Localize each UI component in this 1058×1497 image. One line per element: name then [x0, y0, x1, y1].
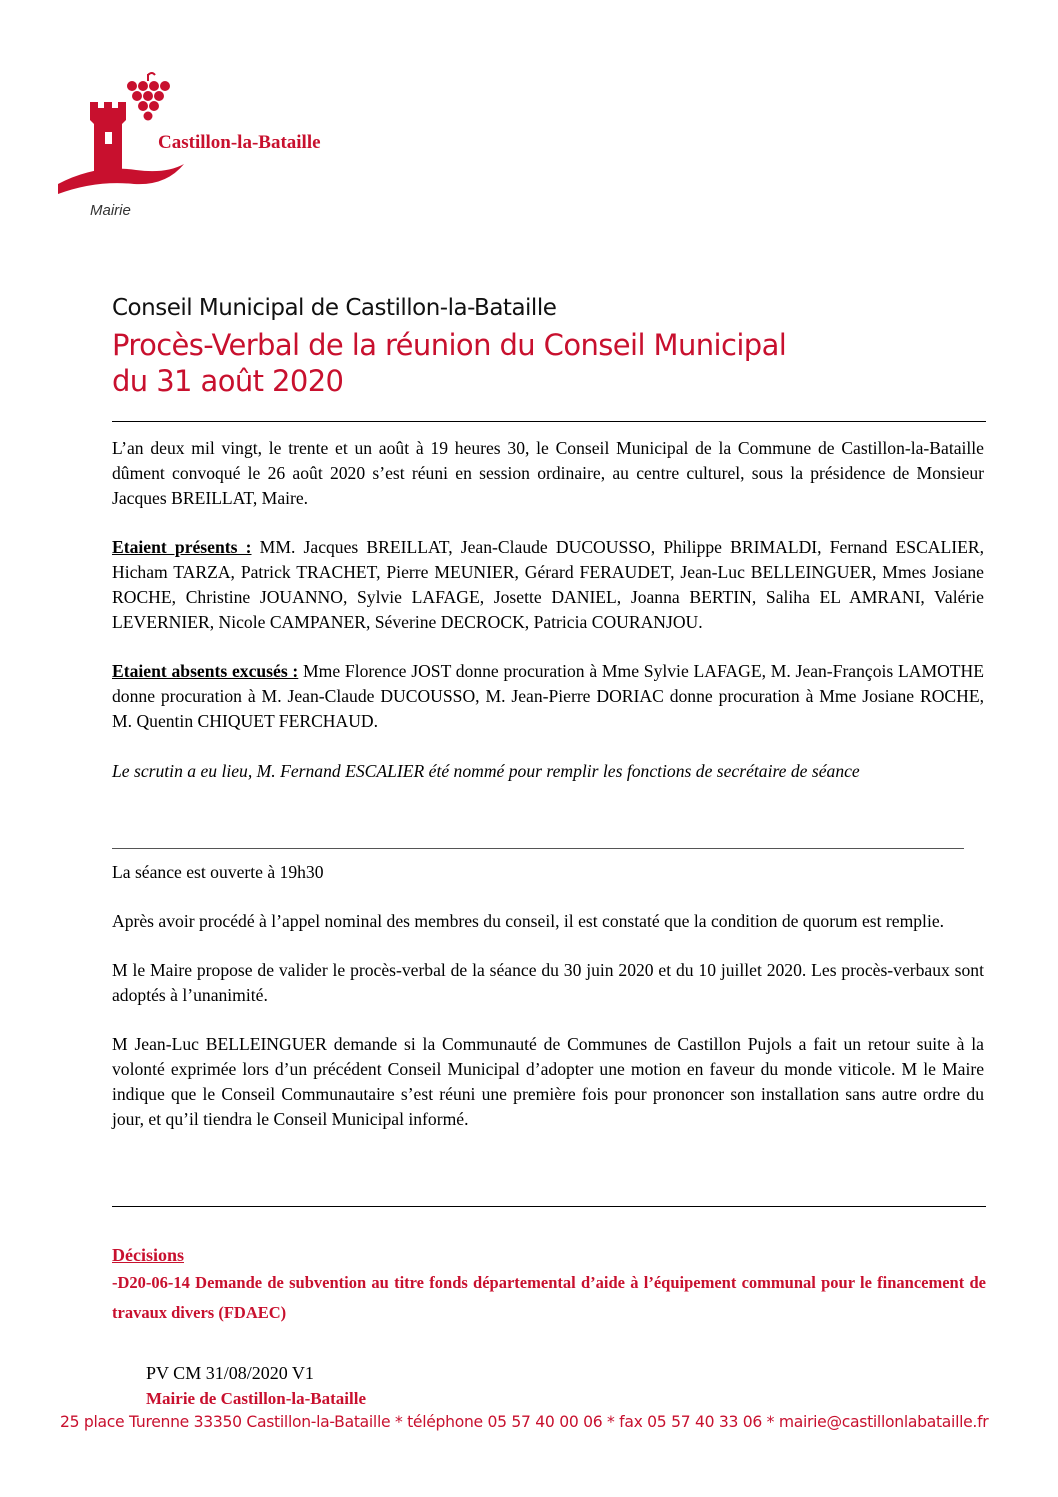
header-title-line2: du 31 août 2020 — [112, 364, 344, 398]
absent-text: Mme Florence JOST donne procuration à Mme Sylvie LAFAGE, M. Jean-François LAMOTHE donne procuration à M. Jean-Claude DUCOUSSO, M. Jean-Pierre DORIAC donne procuration à Mme Josiane ROCHE, M. Quentin CHIQUET FERCHAUD. — [112, 661, 985, 731]
absent-paragraph — [112, 659, 984, 734]
present-label: Etaient présents : — [112, 537, 252, 557]
pv-validation-paragraph: M le Maire propose de valider le procès-verbal de la séance du 30 juin 2020 et du 10 juillet 2020. Les procès-verbaux sont adoptés à l’unanimité. — [112, 960, 984, 1005]
footer-mairie: Mairie de Castillon-la-Bataille — [146, 1389, 367, 1408]
absent-label: Etaient absents excusés : — [112, 661, 299, 681]
scrutin-paragraph: Le scrutin a eu lieu, M. Fernand ESCALIER été nommé pour remplir les fonctions de secrétaire de séance — [112, 761, 860, 781]
logo-name: Castillon-la-Bataille — [158, 132, 321, 153]
decisions-rule — [112, 1206, 986, 1207]
footer-contact: 25 place Turenne 33350 Castillon-la-Bataille * téléphone 05 57 40 00 06 * fax 05 57 40 33 06 * mairie@castillonlabataille.fr — [60, 1413, 989, 1431]
present-paragraph — [112, 535, 984, 635]
intro-paragraph: L’an deux mil vingt, le trente et un août à 19 heures 30, le Conseil Municipal de la Commune de Castillon-la-Bataille dûment convoqué le 26 août 2020 s’est réuni en session ordinaire, au centre culturel, sous la présidence de Monsieur Jacques BREILLAT, Maire. — [112, 438, 984, 508]
header-title-line1: Procès-Verbal de la réunion du Conseil Municipal — [112, 328, 787, 362]
question-paragraph: M Jean-Luc BELLEINGUER demande si la Communauté de Communes de Castillon Pujols a fait un retour suite à la volonté exprimée lors d’un précédent Conseil Municipal d’adopter une motion en faveur du monde viticole. M le Maire indique que le Conseil Communautaire s’est réuni une première fois pour prononcer son installation sans autre ordre du jour, et qu’il tiendra le Conseil Municipal informé. — [112, 1034, 984, 1129]
opening-paragraph: La séance est ouverte à 19h30 — [112, 862, 324, 882]
logo-subtitle: Mairie — [90, 202, 131, 219]
header-subtitle: Conseil Municipal de Castillon-la-Bataille — [112, 295, 557, 321]
quorum-paragraph: Après avoir procédé à l’appel nominal des membres du conseil, il est constaté que la condition de quorum est remplie. — [112, 911, 945, 931]
decisions-heading: Décisions — [112, 1245, 184, 1265]
mairie-logo — [56, 72, 376, 232]
section-rule — [112, 848, 964, 849]
body-section-2 — [112, 860, 984, 1132]
body-section-1 — [112, 436, 984, 784]
document-header — [112, 295, 992, 399]
footer-reference: PV CM 31/08/2020 V1 — [146, 1363, 314, 1383]
decisions-section — [112, 1242, 986, 1328]
decision-item: -D20-06-14 Demande de subvention au titre fonds départemental d’aide à l’équipement communal pour le financement de travaux divers (FDAEC) — [112, 1273, 986, 1322]
header-rule — [112, 421, 986, 422]
present-text: MM. Jacques BREILLAT, Jean-Claude DUCOUSSO, Philippe BRIMALDI, Fernand ESCALIER, Hicham TARZA, Patrick TRACHET, Pierre MEUNIER, Gérard FERAUDET, Jean-Luc BELLEINGUER, Mmes Josiane ROCHE, Christine JOUANNO, Sylvie LAFAGE, Josette DANIEL, Joanna BERTIN, Saliha EL AMRANI, Valérie LEVERNIER, Nicole CAMPANER, Séverine DECROCK, Patricia COURANJOU. — [112, 537, 985, 632]
